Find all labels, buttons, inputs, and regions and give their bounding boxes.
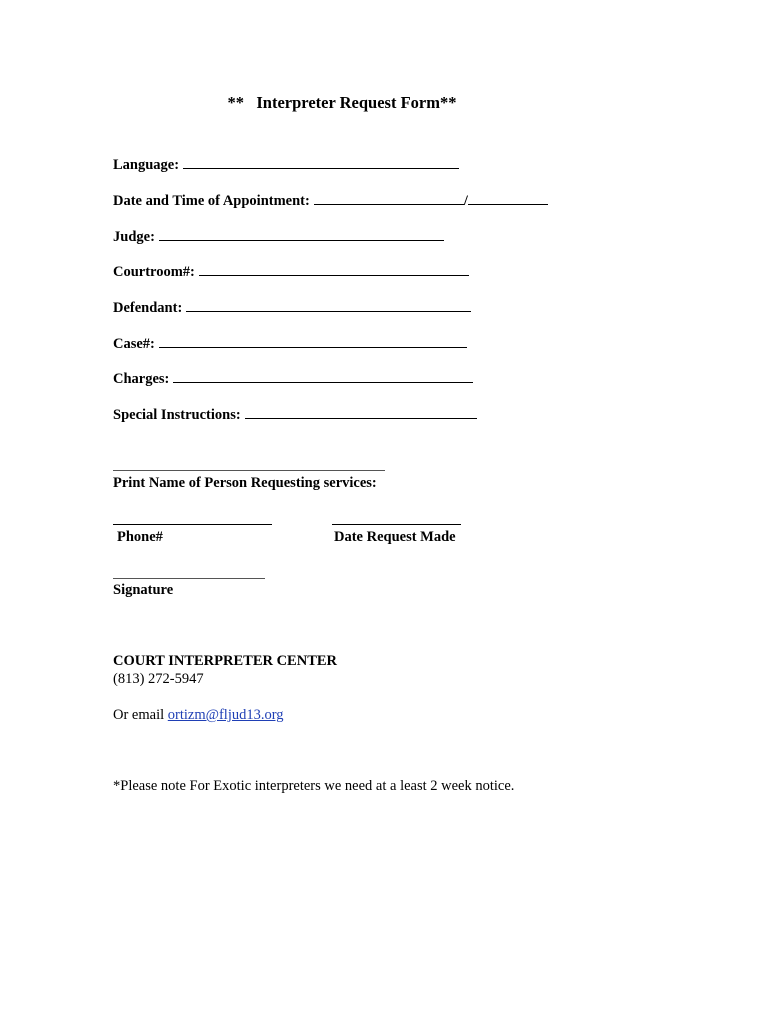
courtroom-input-line[interactable] <box>199 261 469 276</box>
appointment-date-input-line[interactable] <box>314 190 464 205</box>
special-instructions-field <box>113 404 477 424</box>
judge-label: Judge: <box>113 229 155 245</box>
language-label: Language: <box>113 157 180 173</box>
date-request-label: Date Request Made <box>334 529 456 545</box>
email-link[interactable]: ortizm@fljud13.org <box>167 707 284 723</box>
signature-label: Signature <box>113 582 174 598</box>
phone-line[interactable] <box>113 524 272 525</box>
center-phone: (813) 272-5947 <box>113 671 204 687</box>
form-title: ** Interpreter Request Form** <box>227 93 457 112</box>
appointment-time-input-line[interactable] <box>468 190 548 205</box>
case-label: Case#: <box>113 336 155 352</box>
email-line <box>113 707 284 724</box>
charges-field <box>113 368 473 388</box>
courtroom-label: Courtroom#: <box>113 264 195 280</box>
defendant-label: Defendant: <box>113 300 183 316</box>
center-name: COURT INTERPRETER CENTER <box>113 653 338 669</box>
charges-input-line[interactable] <box>173 368 473 383</box>
signature-line[interactable] <box>113 578 265 579</box>
case-field <box>113 333 467 353</box>
special-instructions-input-line[interactable] <box>245 404 477 419</box>
special-instructions-label: Special Instructions: <box>113 407 241 423</box>
phone-label: Phone# <box>117 529 163 545</box>
defendant-input-line[interactable] <box>186 297 471 312</box>
charges-label: Charges: <box>113 371 170 387</box>
date-time-separator: / <box>463 193 468 209</box>
judge-input-line[interactable] <box>159 226 444 241</box>
appointment-label: Date and Time of Appointment: <box>113 193 310 209</box>
appointment-field <box>113 190 548 210</box>
language-input-line[interactable] <box>183 154 459 169</box>
requester-name-line[interactable] <box>113 470 385 471</box>
defendant-field <box>113 297 471 317</box>
language-field <box>113 154 459 174</box>
requester-name-label: Print Name of Person Requesting services: <box>113 475 377 491</box>
date-request-line[interactable] <box>332 524 461 525</box>
exotic-notice: *Please note For Exotic interpreters we need at a least 2 week notice. <box>113 778 515 794</box>
courtroom-field <box>113 261 469 281</box>
judge-field <box>113 226 444 246</box>
email-prefix: Or email <box>113 707 168 723</box>
case-input-line[interactable] <box>159 333 467 348</box>
